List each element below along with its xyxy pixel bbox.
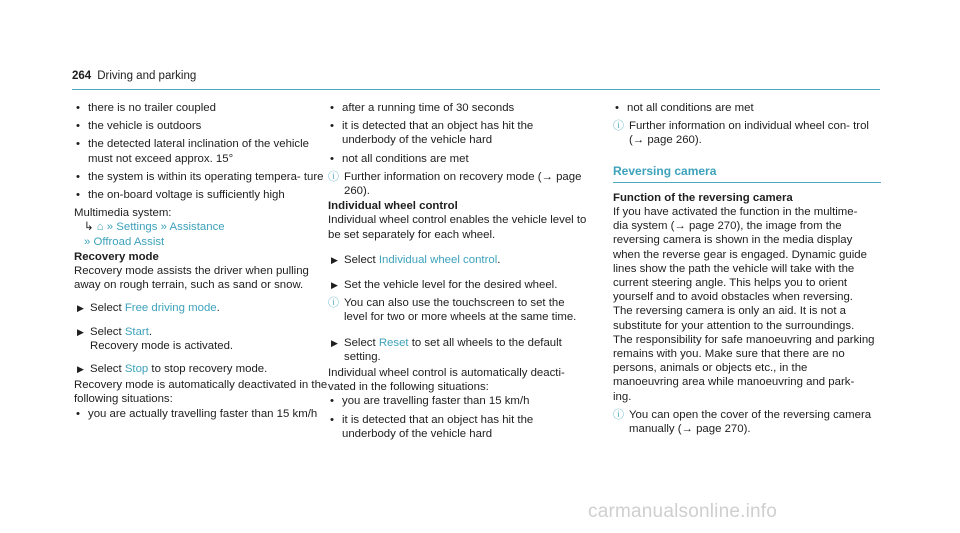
auto-deactivate-text: Recovery mode is automatically deactivated in the following situations: [74, 379, 328, 406]
section-title: Reversing camera [613, 163, 717, 178]
page-header [72, 69, 880, 85]
list-item: • the detected lateral inclination of the vehicle must not exceed approx. 15° [74, 137, 336, 165]
recovery-heading: Recovery mode [74, 250, 159, 263]
home-icon: ⌂ [96, 221, 104, 234]
reset-link[interactable]: Reset [378, 336, 409, 349]
watermark: carmanualsonline.info [588, 501, 778, 522]
step-arrow-icon: ▶ [77, 326, 84, 337]
path-offroad-assist[interactable]: Offroad Assist [93, 235, 165, 248]
info-note: ⓘ You can open the cover of the reversing camera manually (→ page 270). [613, 408, 872, 436]
info-icon: ⓘ [328, 297, 339, 310]
path-assistance[interactable]: Assistance [169, 221, 225, 234]
chapter-title: Driving and parking [97, 70, 197, 82]
double-chevron-icon: » [160, 221, 167, 234]
column-2 [328, 101, 590, 441]
step-arrow-icon: ▶ [331, 280, 338, 291]
list-item: • not all conditions are met [328, 152, 590, 166]
function-text: If you have activated the function in the multime- dia system (→ page 270), the image from the reversing camera is shown in the media display when the reverse gear is engaged. Dynamic guide lines show the path the vehicle will take with the current steering angle. This helps you to orient yourself and to avoid obstacles when reversing. [613, 206, 867, 304]
function-heading: Function of the reversing camera [613, 191, 793, 204]
menu-path [74, 220, 336, 234]
header-rule [72, 89, 880, 90]
step-item: ▶ Select Start. Recovery mode is activated. [77, 325, 234, 352]
list-item: • the system is within its operating tempera- ture [74, 170, 336, 184]
iwc-text: Individual wheel control enables the vehicle level to be set separately for each wheel. [328, 214, 587, 241]
step-item: ▶ Set the vehicle level for the desired wheel. [331, 279, 558, 292]
aid-text: The reversing camera is only an aid. It is not a substitute for your attention to the surroundings. The responsibility for safe manoeuvring and parking remains with you. Make sure that there are no persons, animals or objects etc., in the manoeuvring area while manoeuvring and park- ing. [613, 305, 875, 403]
step-item: ▶ Select Reset to set all wheels to the default setting. [331, 336, 562, 363]
path-settings[interactable]: Settings [116, 221, 158, 234]
multimedia-label: Multimedia system: [74, 207, 172, 220]
info-icon: ⓘ [613, 120, 624, 133]
iwc-heading: Individual wheel control [328, 200, 458, 213]
list-item: • the vehicle is outdoors [74, 119, 336, 133]
section-rule [613, 182, 881, 183]
page-number: 264 [72, 70, 92, 82]
info-icon: ⓘ [328, 170, 339, 183]
step-arrow-icon: ▶ [331, 254, 338, 265]
column-3 [613, 101, 875, 436]
double-chevron-icon: » [84, 235, 91, 248]
step-arrow-icon: ▶ [331, 337, 338, 348]
step-item: ▶ Select Free driving mode. [77, 302, 220, 315]
start-link[interactable]: Start [124, 325, 149, 338]
list-item: • there is no trailer coupled [74, 101, 336, 115]
step-arrow-icon: ▶ [77, 364, 84, 375]
step-result: Recovery mode is activated. [90, 339, 234, 352]
list-item: • it is detected that an object has hit the underbody of the vehicle hard [328, 119, 590, 147]
menu-path-2 [74, 235, 336, 249]
info-note: ⓘ You can also use the touchscreen to set the level for two or more wheels at the same time. [328, 297, 577, 324]
list-item: • after a running time of 30 seconds [328, 101, 590, 115]
free-driving-mode-link[interactable]: Free driving mode [124, 302, 217, 315]
list-item: • you are travelling faster than 15 km/h [328, 394, 590, 408]
double-chevron-icon: » [106, 221, 114, 234]
info-note: ⓘ Further information on recovery mode (→ page 260). [328, 170, 582, 198]
list-item: • the on-board voltage is sufficiently high [74, 188, 336, 202]
step-item: ▶ Select Individual wheel control. [331, 253, 501, 266]
list-item: • it is detected that an object has hit the underbody of the vehicle hard [328, 413, 590, 441]
individual-wheel-control-link[interactable]: Individual wheel control [378, 253, 498, 266]
info-icon: ⓘ [613, 408, 624, 421]
list-item: • you are actually travelling faster than 15 km/h [74, 407, 336, 421]
column-1 [74, 101, 336, 421]
return-arrow-icon: ↳ [84, 221, 94, 234]
auto-deactivate-text: Individual wheel control is automatically deacti- vated in the following situations: [328, 367, 565, 394]
stop-link[interactable]: Stop [124, 363, 149, 376]
step-arrow-icon: ▶ [77, 303, 84, 314]
step-item: ▶ Select Stop to stop recovery mode. [77, 363, 268, 376]
list-item: • not all conditions are met [613, 101, 875, 115]
recovery-text: Recovery mode assists the driver when pulling away on rough terrain, such as sand or snow. [74, 265, 309, 292]
info-note: ⓘ Further information on individual wheel con- trol (→ page 260). [613, 120, 869, 147]
